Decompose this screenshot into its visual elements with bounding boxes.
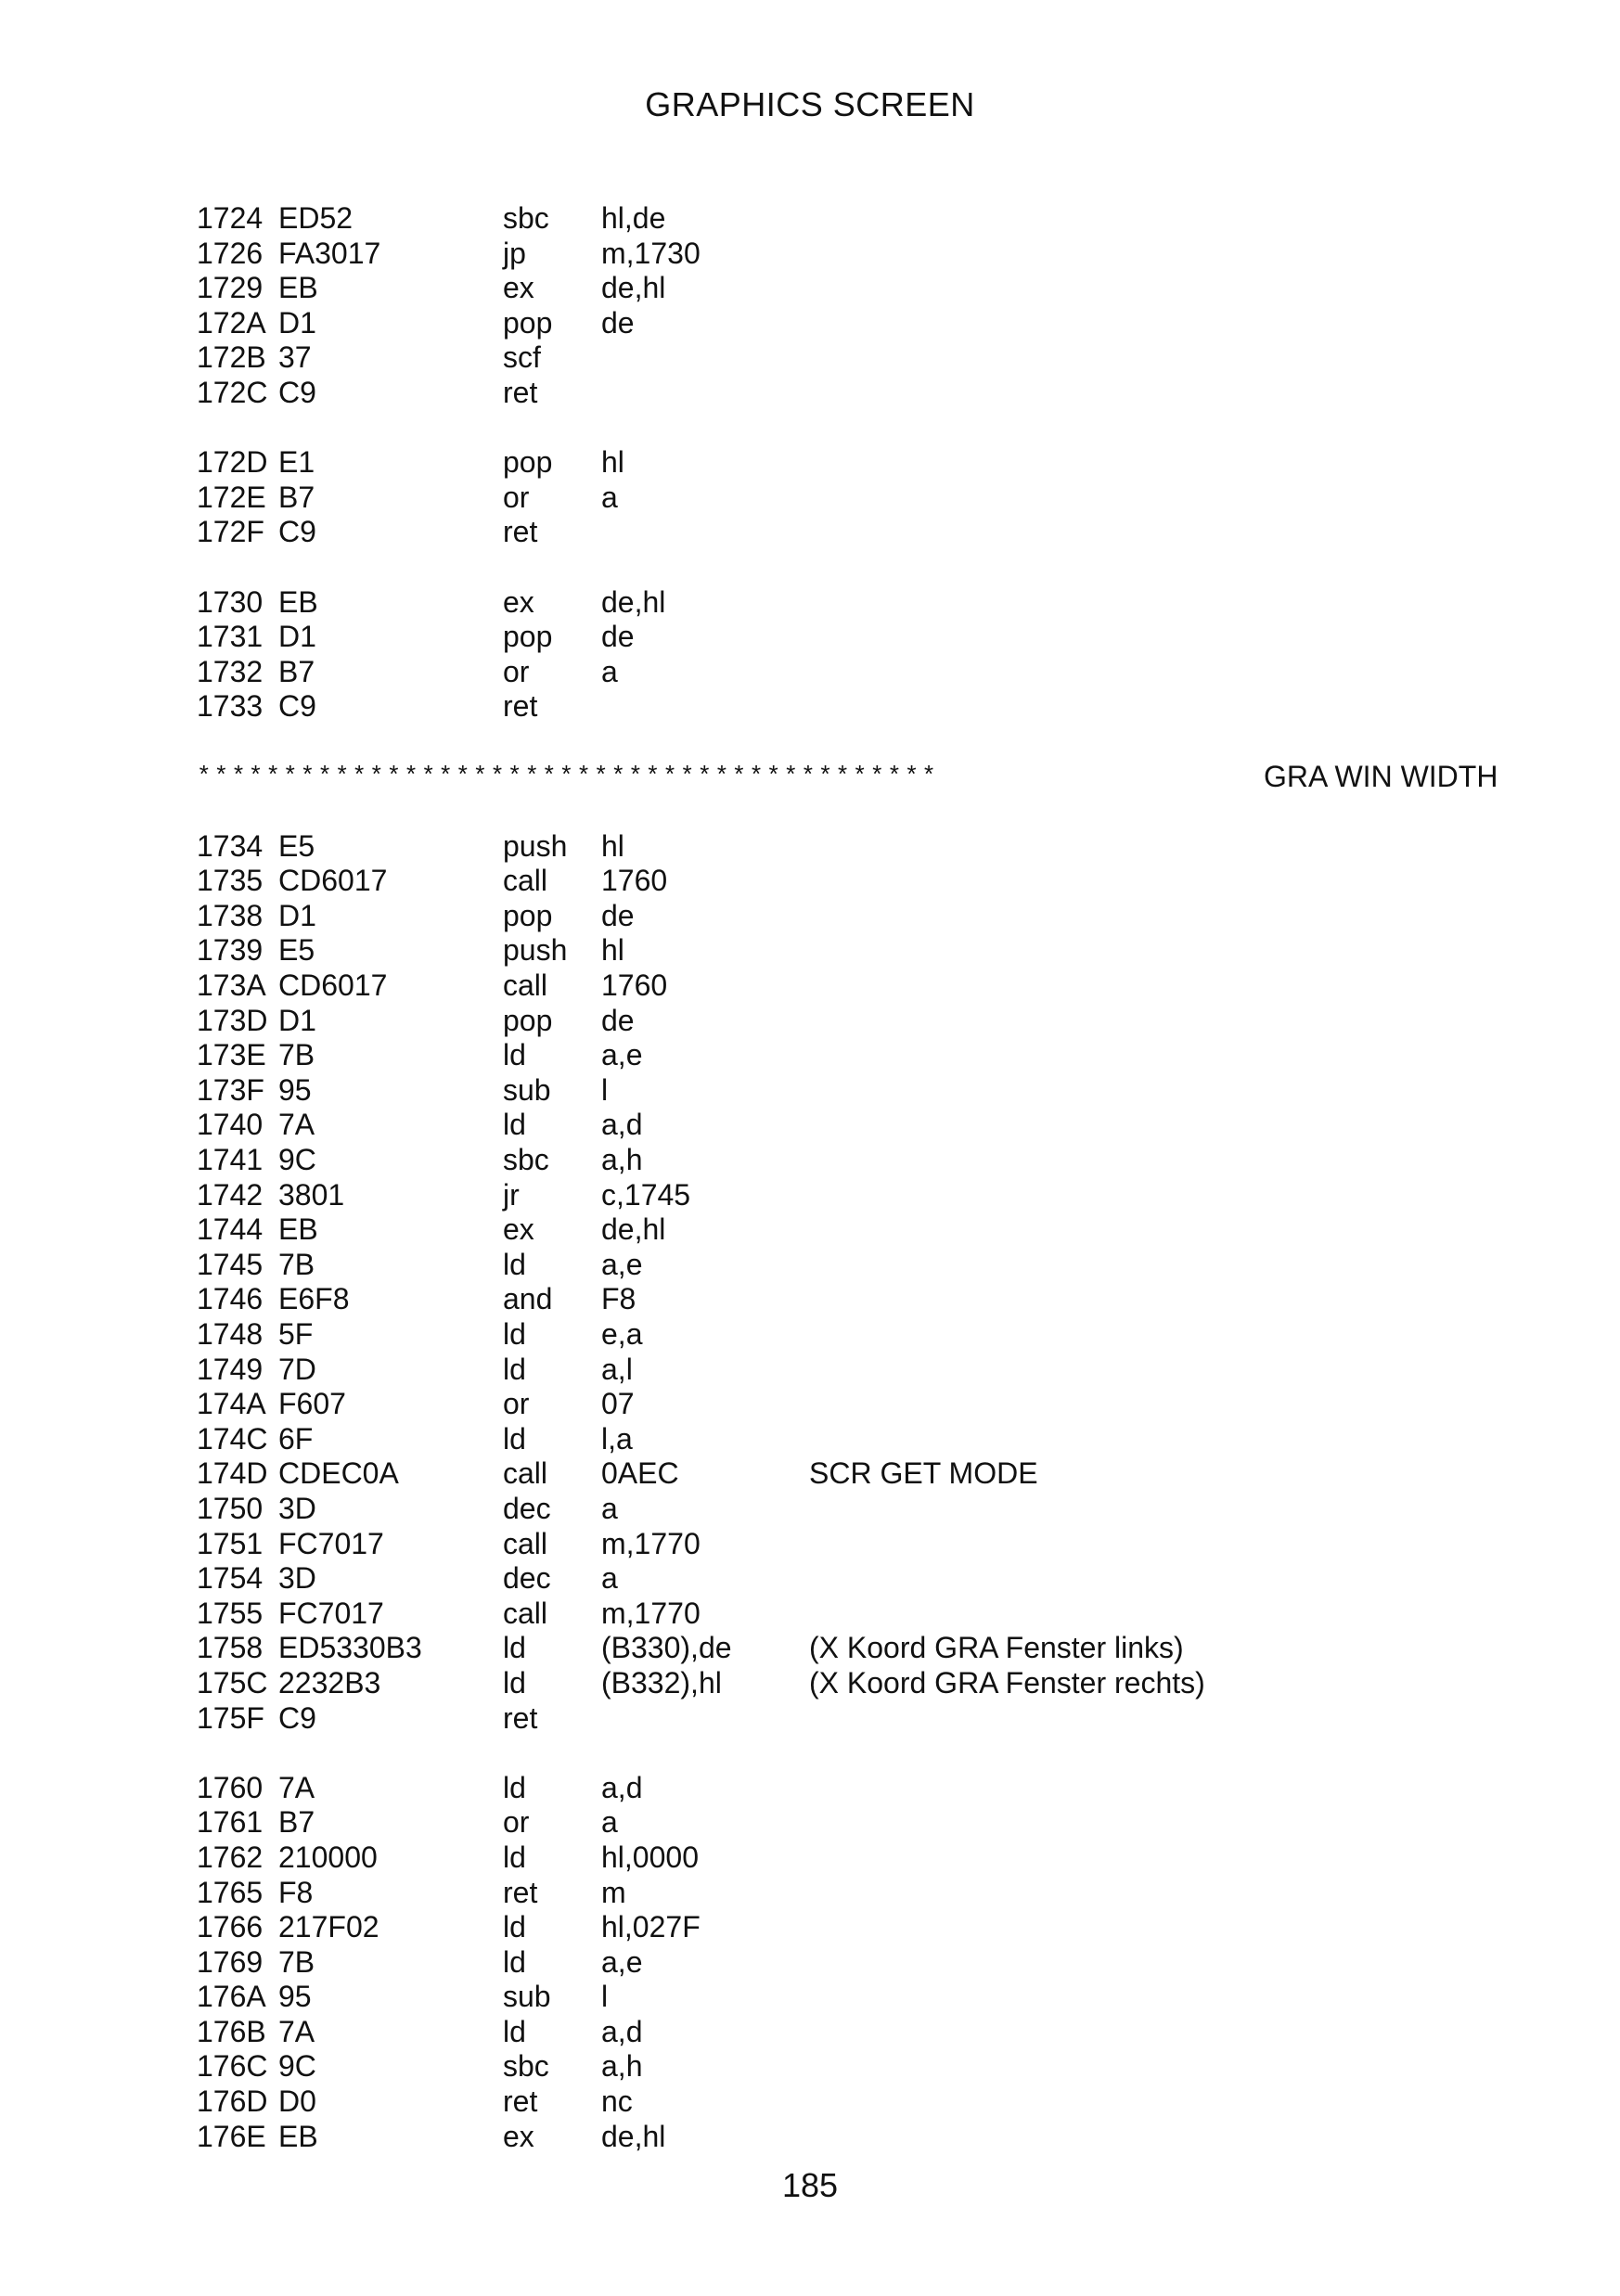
mnemonic-cell: pop <box>503 898 553 932</box>
operand-cell: a,l <box>601 1352 633 1386</box>
mnemonic-cell: pop <box>503 620 553 654</box>
listing-row <box>197 1841 1477 1876</box>
assembly-listing <box>197 201 1498 2154</box>
operand-cell: F8 <box>601 1282 636 1316</box>
operand-cell: hl <box>601 828 624 863</box>
bytes-cell: D0 <box>278 2084 316 2119</box>
address-cell: 1751 <box>197 1526 264 1560</box>
address-cell: 176C <box>197 2049 268 2084</box>
bytes-cell: 217F02 <box>278 1910 379 1944</box>
operand-cell: de <box>601 898 635 932</box>
operand-cell: de <box>601 305 635 340</box>
address-cell: 1738 <box>197 898 264 932</box>
operand-cell: c,1745 <box>601 1177 691 1212</box>
operand-cell: de,hl <box>601 2119 666 2153</box>
listing-row <box>197 1910 1477 1945</box>
mnemonic-cell: sbc <box>503 201 549 235</box>
mnemonic-cell: pop <box>503 1003 553 1037</box>
mnemonic-cell: ex <box>503 2119 534 2153</box>
bytes-cell: EB <box>278 1212 318 1247</box>
bytes-cell: E5 <box>278 933 315 968</box>
mnemonic-cell: dec <box>503 1491 551 1525</box>
bytes-cell: 3801 <box>278 1177 345 1212</box>
operand-cell: (B330),de <box>601 1631 732 1665</box>
comment-cell: (X Koord GRA Fenster links) <box>809 1631 1184 1665</box>
mnemonic-cell: jp <box>503 236 526 270</box>
listing-row <box>197 1248 1477 1283</box>
separator-stars: ******************************************* <box>197 762 939 790</box>
listing-row <box>197 481 1477 516</box>
comment-cell: SCR GET MODE <box>809 1456 1038 1491</box>
bytes-cell: CD6017 <box>278 968 388 1003</box>
listing-row <box>197 1945 1477 1981</box>
bytes-cell: CD6017 <box>278 864 388 898</box>
mnemonic-cell: ld <box>503 1421 526 1456</box>
listing-row <box>197 1631 1477 1666</box>
bytes-cell: 2232B3 <box>278 1665 381 1700</box>
mnemonic-cell: or <box>503 1387 530 1421</box>
bytes-cell: 6F <box>278 1421 314 1456</box>
mnemonic-cell: ret <box>503 515 538 549</box>
address-cell: 1732 <box>197 654 264 688</box>
listing-row <box>197 933 1477 968</box>
section-separator <box>197 759 1498 795</box>
address-cell: 176A <box>197 1980 266 2014</box>
address-cell: 175F <box>197 1700 264 1735</box>
bytes-cell: 7A <box>278 1770 315 1804</box>
address-cell: 1754 <box>197 1561 264 1596</box>
page-title: GRAPHICS SCREEN <box>645 85 975 123</box>
address-cell: 1739 <box>197 933 264 968</box>
operand-cell: de <box>601 1003 635 1037</box>
bytes-cell: FC7017 <box>278 1596 384 1630</box>
operand-cell: a,h <box>601 1143 643 1177</box>
operand-cell: (B332),hl <box>601 1665 722 1700</box>
mnemonic-cell: pop <box>503 305 553 340</box>
mnemonic-cell: push <box>503 933 568 968</box>
operand-cell: hl,0000 <box>601 1840 699 1874</box>
listing-row <box>197 1212 1477 1248</box>
operand-cell: a <box>601 1805 618 1840</box>
listing-row <box>197 1876 1477 1911</box>
address-cell: 176B <box>197 2014 266 2048</box>
operand-cell: 1760 <box>601 864 668 898</box>
bytes-cell: E5 <box>278 828 315 863</box>
address-cell: 1766 <box>197 1910 264 1944</box>
listing-row <box>197 1597 1477 1632</box>
listing-row <box>197 899 1477 934</box>
listing-row <box>197 1004 1477 1039</box>
listing-row <box>197 1527 1477 1562</box>
mnemonic-cell: ld <box>503 2014 526 2048</box>
listing-row <box>197 445 1477 481</box>
mnemonic-cell: ld <box>503 1247 526 1281</box>
listing-row <box>197 1456 1477 1492</box>
address-cell: 1734 <box>197 828 264 863</box>
bytes-cell: D1 <box>278 1003 316 1037</box>
mnemonic-cell: or <box>503 654 530 688</box>
listing-row <box>197 968 1477 1004</box>
mnemonic-cell: sub <box>503 1072 551 1107</box>
operand-cell: l,a <box>601 1421 633 1456</box>
mnemonic-cell: or <box>503 1805 530 1840</box>
bytes-cell: ED5330B3 <box>278 1631 422 1665</box>
bytes-cell: 9C <box>278 1143 316 1177</box>
operand-cell: a <box>601 1491 618 1525</box>
address-cell: 176D <box>197 2084 268 2119</box>
section-label: GRA WIN WIDTH <box>1264 759 1498 793</box>
bytes-cell: D1 <box>278 620 316 654</box>
bytes-cell: F8 <box>278 1875 314 1909</box>
address-cell: 1741 <box>197 1143 264 1177</box>
address-cell: 1742 <box>197 1177 264 1212</box>
operand-cell: m <box>601 1875 626 1909</box>
address-cell: 1761 <box>197 1805 264 1840</box>
operand-cell: nc <box>601 2084 633 2119</box>
address-cell: 1749 <box>197 1352 264 1386</box>
mnemonic-cell: call <box>503 1596 548 1630</box>
mnemonic-cell: sbc <box>503 2049 549 2084</box>
bytes-cell: CDEC0A <box>278 1456 399 1491</box>
bytes-cell: EB <box>278 2119 318 2153</box>
mnemonic-cell: push <box>503 828 568 863</box>
bytes-cell: FC7017 <box>278 1526 384 1560</box>
mnemonic-cell: ld <box>503 1352 526 1386</box>
bytes-cell: C9 <box>278 375 316 409</box>
listing-row <box>197 515 1477 550</box>
operand-cell: hl <box>601 933 624 968</box>
block-spacer <box>197 550 1477 585</box>
listing-row <box>197 1353 1477 1388</box>
address-cell: 172D <box>197 445 268 480</box>
address-cell: 1729 <box>197 271 264 305</box>
listing-row <box>197 1771 1477 1806</box>
operand-cell: 0AEC <box>601 1456 679 1491</box>
address-cell: 174A <box>197 1387 266 1421</box>
bytes-cell: 5F <box>278 1317 314 1351</box>
listing-row <box>197 1387 1477 1422</box>
operand-cell: hl,de <box>601 201 666 235</box>
operand-cell: m,1770 <box>601 1596 701 1630</box>
address-cell: 1748 <box>197 1317 264 1351</box>
mnemonic-cell: call <box>503 1456 548 1491</box>
address-cell: 176E <box>197 2119 266 2153</box>
mnemonic-cell: ld <box>503 1108 526 1142</box>
operand-cell: a,d <box>601 1770 643 1804</box>
bytes-cell: C9 <box>278 689 316 724</box>
address-cell: 1733 <box>197 689 264 724</box>
address-cell: 1762 <box>197 1840 264 1874</box>
mnemonic-cell: ld <box>503 1665 526 1700</box>
listing-row <box>197 1108 1477 1143</box>
address-cell: 1735 <box>197 864 264 898</box>
bytes-cell: F607 <box>278 1387 346 1421</box>
listing-row <box>197 864 1477 899</box>
address-cell: 172F <box>197 515 264 549</box>
block-spacer <box>197 725 1477 760</box>
listing-row <box>197 340 1477 376</box>
mnemonic-cell: pop <box>503 445 553 480</box>
address-cell: 1730 <box>197 584 264 619</box>
mnemonic-cell: or <box>503 480 530 514</box>
listing-row <box>197 1073 1477 1109</box>
listing-row <box>197 1143 1477 1178</box>
listing-row <box>197 1317 1477 1353</box>
listing-row <box>197 2015 1477 2050</box>
block-spacer <box>197 411 1477 446</box>
mnemonic-cell: scf <box>503 340 541 375</box>
bytes-cell: E1 <box>278 445 315 480</box>
address-cell: 174C <box>197 1421 268 1456</box>
address-cell: 1726 <box>197 236 264 270</box>
bytes-cell: 7D <box>278 1352 316 1386</box>
bytes-cell: D1 <box>278 898 316 932</box>
bytes-cell: 210000 <box>278 1840 378 1874</box>
listing-row <box>197 1178 1477 1213</box>
bytes-cell: B7 <box>278 480 315 514</box>
operand-cell: l <box>601 1072 609 1107</box>
operand-cell: de <box>601 620 635 654</box>
operand-cell: a,h <box>601 2049 643 2084</box>
bytes-cell: FA3017 <box>278 236 381 270</box>
listing-row <box>197 306 1477 341</box>
listing-row <box>197 2049 1477 2084</box>
listing-row <box>197 1282 1477 1317</box>
operand-cell: hl <box>601 445 624 480</box>
address-cell: 1758 <box>197 1631 264 1665</box>
operand-cell: a,e <box>601 1038 643 1072</box>
mnemonic-cell: ex <box>503 271 534 305</box>
address-cell: 172E <box>197 480 266 514</box>
address-cell: 173F <box>197 1072 264 1107</box>
mnemonic-cell: ex <box>503 1212 534 1247</box>
listing-row <box>197 1980 1477 2015</box>
mnemonic-cell: ld <box>503 1317 526 1351</box>
address-cell: 173D <box>197 1003 268 1037</box>
mnemonic-cell: dec <box>503 1561 551 1596</box>
address-cell: 1740 <box>197 1108 264 1142</box>
operand-cell: m,1770 <box>601 1526 701 1560</box>
mnemonic-cell: ld <box>503 1840 526 1874</box>
mnemonic-cell: ret <box>503 2084 538 2119</box>
bytes-cell: 7B <box>278 1247 315 1281</box>
address-cell: 1769 <box>197 1944 264 1979</box>
page-number: 185 <box>781 2166 839 2204</box>
operand-cell: de,hl <box>601 271 666 305</box>
mnemonic-cell: ld <box>503 1944 526 1979</box>
bytes-cell: B7 <box>278 1805 315 1840</box>
bytes-cell: 3D <box>278 1491 316 1525</box>
mnemonic-cell: sub <box>503 1980 551 2014</box>
bytes-cell: 9C <box>278 2049 316 2084</box>
address-cell: 172B <box>197 340 266 375</box>
listing-row <box>197 237 1477 272</box>
listing-row <box>197 201 1477 237</box>
comment-cell: (X Koord GRA Fenster rechts) <box>809 1665 1205 1700</box>
bytes-cell: 95 <box>278 1072 312 1107</box>
mnemonic-cell: ex <box>503 584 534 619</box>
mnemonic-cell: ld <box>503 1910 526 1944</box>
bytes-cell: E6F8 <box>278 1282 350 1316</box>
operand-cell: a <box>601 1561 618 1596</box>
address-cell: 172C <box>197 375 268 409</box>
address-cell: 1746 <box>197 1282 264 1316</box>
mnemonic-cell: ld <box>503 1770 526 1804</box>
mnemonic-cell: ret <box>503 1875 538 1909</box>
listing-row <box>197 1701 1477 1737</box>
bytes-cell: EB <box>278 271 318 305</box>
bytes-cell: 7A <box>278 1108 315 1142</box>
listing-row <box>197 2084 1477 2120</box>
listing-row <box>197 829 1477 865</box>
mnemonic-cell: ld <box>503 1631 526 1665</box>
operand-cell: a <box>601 654 618 688</box>
listing-row <box>197 689 1477 725</box>
bytes-cell: 3D <box>278 1561 316 1596</box>
listing-row <box>197 2120 1477 2155</box>
operand-cell: 07 <box>601 1387 635 1421</box>
operand-cell: a,d <box>601 1108 643 1142</box>
address-cell: 173A <box>197 968 266 1003</box>
listing-row <box>197 1422 1477 1457</box>
listing-row <box>197 271 1477 306</box>
mnemonic-cell: call <box>503 864 548 898</box>
mnemonic-cell: and <box>503 1282 553 1316</box>
bytes-cell: C9 <box>278 1700 316 1735</box>
bytes-cell: D1 <box>278 305 316 340</box>
mnemonic-cell: ret <box>503 1700 538 1735</box>
bytes-cell: 37 <box>278 340 312 375</box>
listing-row <box>197 1561 1477 1597</box>
listing-row <box>197 1666 1477 1701</box>
listing-row <box>197 376 1477 411</box>
operand-cell: a,d <box>601 2014 643 2048</box>
mnemonic-cell: sbc <box>503 1143 549 1177</box>
bytes-cell: B7 <box>278 654 315 688</box>
operand-cell: a,e <box>601 1247 643 1281</box>
address-cell: 1724 <box>197 201 264 235</box>
listing-row <box>197 1492 1477 1527</box>
operand-cell: de,hl <box>601 584 666 619</box>
address-cell: 1744 <box>197 1212 264 1247</box>
listing-row <box>197 655 1477 690</box>
address-cell: 175C <box>197 1665 268 1700</box>
operand-cell: e,a <box>601 1317 643 1351</box>
address-cell: 1755 <box>197 1596 264 1630</box>
address-cell: 174D <box>197 1456 268 1491</box>
address-cell: 173E <box>197 1038 266 1072</box>
listing-row <box>197 620 1477 655</box>
operand-cell: m,1730 <box>601 236 701 270</box>
operand-cell: 1760 <box>601 968 668 1003</box>
bytes-cell: EB <box>278 584 318 619</box>
block-spacer <box>197 1736 1477 1771</box>
address-cell: 172A <box>197 305 266 340</box>
address-cell: 1745 <box>197 1247 264 1281</box>
mnemonic-cell: call <box>503 968 548 1003</box>
operand-cell: a,e <box>601 1944 643 1979</box>
bytes-cell: C9 <box>278 515 316 549</box>
address-cell: 1750 <box>197 1491 264 1525</box>
bytes-cell: 7B <box>278 1038 315 1072</box>
listing-row <box>197 1805 1477 1841</box>
operand-cell: hl,027F <box>601 1910 701 1944</box>
address-cell: 1765 <box>197 1875 264 1909</box>
block-spacer <box>197 794 1477 829</box>
listing-row <box>197 585 1477 621</box>
mnemonic-cell: ret <box>503 375 538 409</box>
mnemonic-cell: ret <box>503 689 538 724</box>
address-cell: 1760 <box>197 1770 264 1804</box>
address-cell: 1731 <box>197 620 264 654</box>
mnemonic-cell: call <box>503 1526 548 1560</box>
bytes-cell: 7A <box>278 2014 315 2048</box>
listing-row <box>197 1038 1477 1073</box>
operand-cell: de,hl <box>601 1212 666 1247</box>
operand-cell: l <box>601 1980 609 2014</box>
bytes-cell: 7B <box>278 1944 315 1979</box>
mnemonic-cell: ld <box>503 1038 526 1072</box>
mnemonic-cell: jr <box>503 1177 520 1212</box>
bytes-cell: 95 <box>278 1980 312 2014</box>
bytes-cell: ED52 <box>278 201 354 235</box>
operand-cell: a <box>601 480 618 514</box>
